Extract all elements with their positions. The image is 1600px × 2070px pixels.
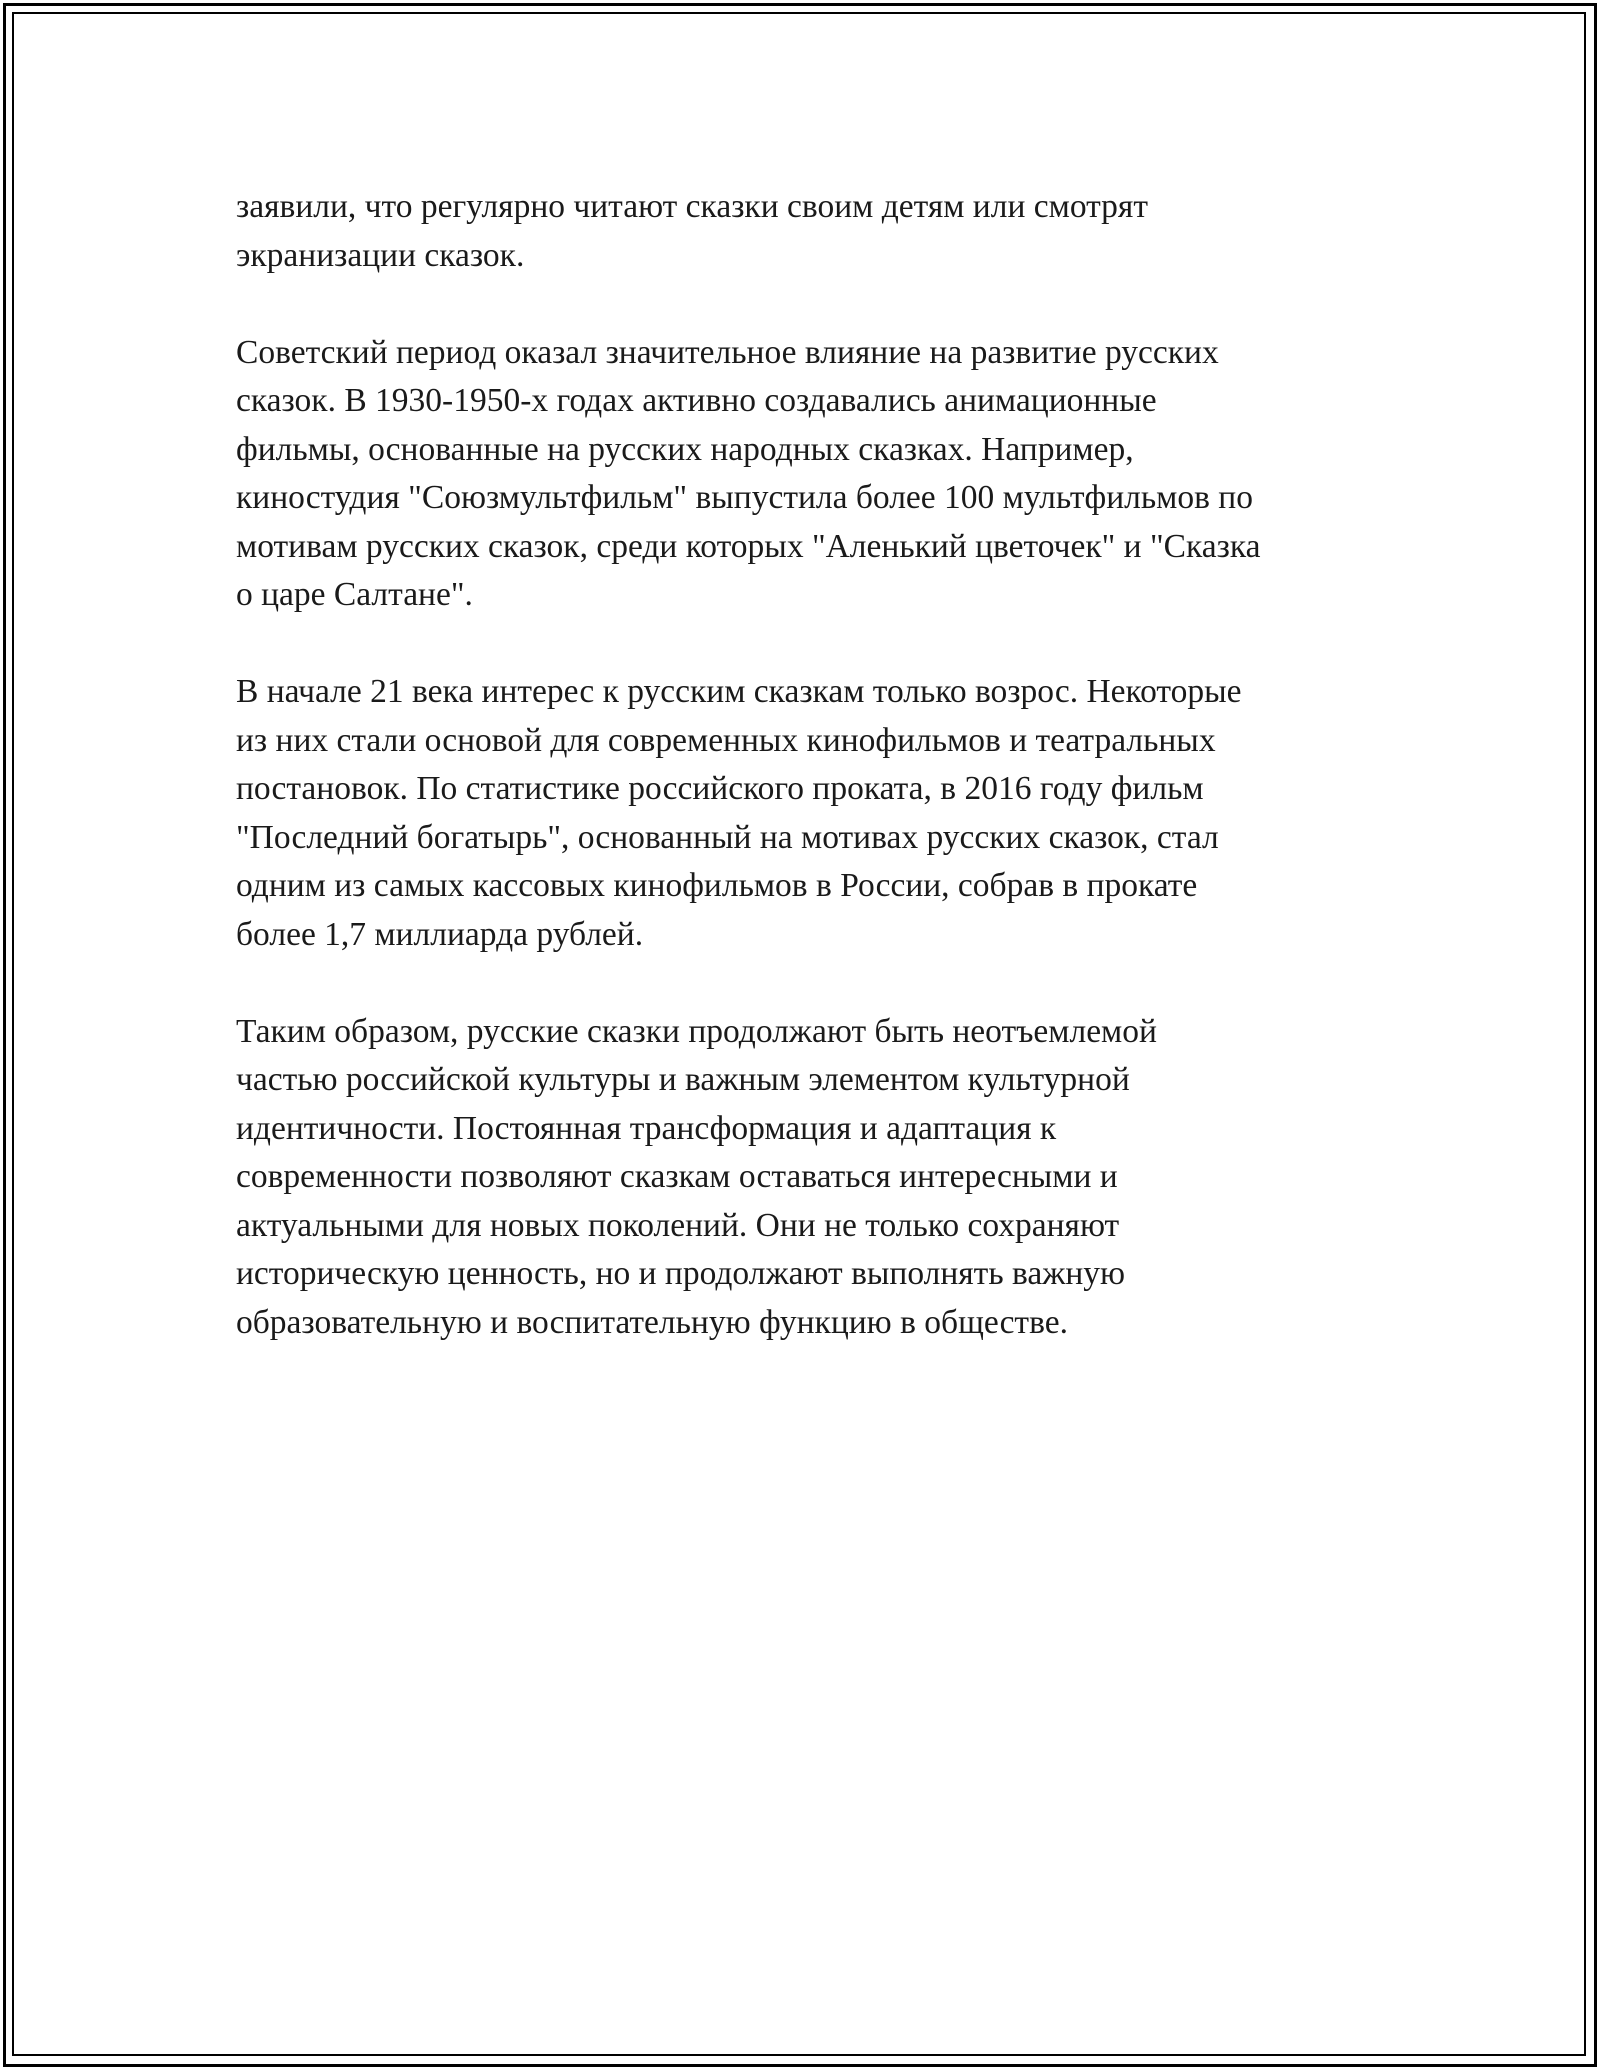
text-line: частью российской культуры и важным элементом культурной bbox=[236, 1061, 1130, 1098]
text-line: В начале 21 века интерес к русским сказкам только возрос. Некоторые bbox=[236, 673, 1242, 710]
text-line: Таким образом, русские сказки продолжают быть неотъемлемой bbox=[236, 1012, 1157, 1050]
text-line: образовательную и воспитательную функцию в обществе. bbox=[236, 1303, 1068, 1341]
text-line: идентичности. Постоянная трансформация и адаптация к bbox=[236, 1109, 1057, 1147]
text-line: киностудия "Союзмультфильм" выпустила более 100 мультфильмов по bbox=[236, 479, 1253, 516]
text-line: Советский период оказал значительное влияние на развитие русских bbox=[236, 333, 1219, 371]
paragraph bbox=[236, 183, 1396, 280]
text-line: сказок. В 1930-1950-х годах активно создавались анимационные bbox=[236, 382, 1157, 419]
text-line: мотивам русских сказок, среди которых "Аленький цветочек" и "Сказка bbox=[236, 527, 1261, 565]
text-line: экранизации сказок. bbox=[236, 236, 525, 274]
text-line: о царе Салтане". bbox=[236, 576, 473, 613]
text-line: постановок. По статистике российского проката, в 2016 году фильм bbox=[236, 770, 1204, 807]
text-line: актуальными для новых поколений. Они не только сохраняют bbox=[236, 1206, 1120, 1244]
text-line: фильмы, основанные на русских народных сказках. Например, bbox=[236, 430, 1134, 468]
text-line: заявили, что регулярно читают сказки своим детям или смотрят bbox=[236, 188, 1148, 225]
paragraph bbox=[236, 668, 1396, 959]
text-line: более 1,7 миллиарда рублей. bbox=[236, 915, 644, 953]
text-line: "Последний богатырь", основанный на мотивах русских сказок, стал bbox=[236, 818, 1219, 856]
text-line: историческую ценность, но и продолжают выполнять важную bbox=[236, 1255, 1126, 1292]
text-line: одним из самых кассовых кинофильмов в России, собрав в прокате bbox=[236, 867, 1198, 904]
paragraph bbox=[236, 329, 1396, 620]
text-line: из них стали основой для современных кинофильмов и театральных bbox=[236, 721, 1216, 759]
text-line: современности позволяют сказкам оставаться интересными и bbox=[236, 1158, 1118, 1195]
paragraph bbox=[236, 1008, 1396, 1348]
document-body bbox=[236, 183, 1396, 1396]
